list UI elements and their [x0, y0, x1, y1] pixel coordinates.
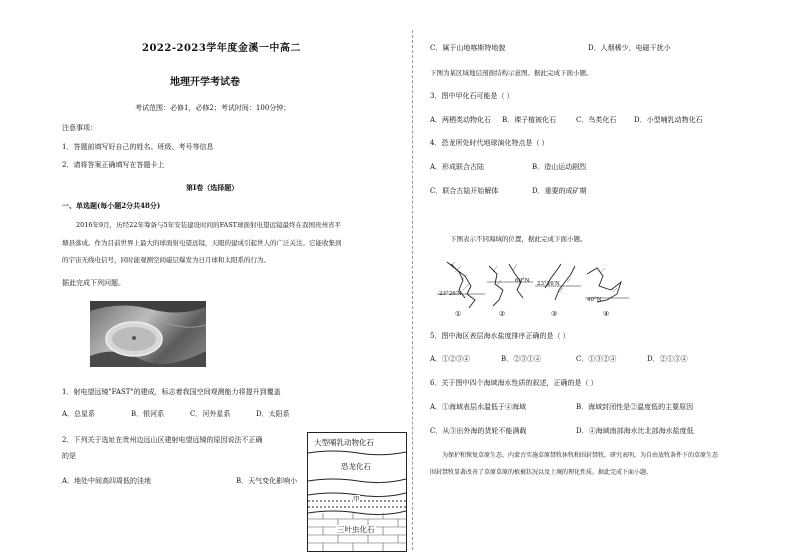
map-marker-3: ③: [551, 310, 558, 318]
strata-top-label: 大型哺乳动物化石: [314, 438, 374, 447]
strata-mid-label: 恐龙化石: [341, 462, 371, 471]
q4-option-d[interactable]: D．重要的成矿期: [532, 187, 587, 195]
note-1: 1．答题前填写好自己的姓名、班级、考号等信息: [62, 143, 214, 151]
map-lat-label-2: 60°N: [515, 278, 530, 284]
q6-option-d[interactable]: D．④海域南部海水比北部海水盐度低: [576, 427, 694, 435]
strata-diagram: [307, 432, 407, 552]
q3-stem: 3．图中甲化石可能是（ ）: [430, 92, 514, 100]
map-prompt: 下图表示不同海域的位置，据此完成下面小题。: [450, 235, 587, 243]
map-marker-4: ④: [603, 310, 610, 318]
q6-option-a[interactable]: A．①海域表层水温低于④海域: [430, 403, 527, 411]
q2-option-c[interactable]: C．属于山地喀斯特地貌: [430, 44, 506, 52]
q6-stem: 6．关于图中四个海域海水性质的叙述，正确的是（ ）: [430, 379, 598, 387]
q4-option-c[interactable]: C．联合古陆开始解体: [430, 187, 499, 195]
exam-title: 2022-2023学年度金溪一中高二: [142, 43, 301, 54]
q3-option-b[interactable]: B．裸子植被化石: [502, 116, 557, 124]
q5-stem: 5．图中海区表层海水盐度排序正确的是（ ）: [430, 332, 570, 340]
q5-option-a[interactable]: A．①②③④: [430, 355, 471, 363]
q1-option-c[interactable]: C．河外星系: [190, 410, 231, 418]
q5-option-c[interactable]: C．①③②④: [576, 355, 617, 363]
passage1-prompt: 据此完成下列问题。: [62, 279, 125, 287]
map-marker-2: ②: [499, 310, 506, 318]
passage-end-line1: 为保护和恢复草原生态，内蒙古实施草原禁牧休牧和围封禁牧，研究表明，为自由放牧条件下的草原生态: [442, 452, 719, 459]
map-lat-label-4: 40°N: [587, 297, 602, 303]
column-divider: [412, 30, 414, 550]
strata-bottom-label: 三叶虫化石: [337, 525, 375, 534]
volume-title: 第I卷（选择题）: [186, 183, 239, 192]
sea-areas-map: [437, 260, 629, 322]
map-lat-label-1: 23°26′N: [439, 291, 462, 297]
passage1-line1: 2016年9月，历经22年筹备与5年安装建设时间的FAST球面射电望远镜最终在我国贵州省平: [76, 221, 342, 229]
q5-option-d[interactable]: D．②①③④: [647, 355, 688, 363]
q2-stem-cont: 的是: [62, 452, 76, 460]
note-2: 2．请将答案正确填写在答题卡上: [62, 161, 165, 169]
q2-option-b[interactable]: B．天气变化影响小: [236, 477, 298, 485]
part-title: 一、单选题(每小题2分共48分): [62, 201, 161, 210]
q3-option-a[interactable]: A．两栖类动物化石: [430, 116, 492, 124]
passage1-line2: 塘县落成。作为目前世界上最大的球面射电望远镜，天眼的建成引起世人的广泛关注。它能收集到: [62, 239, 342, 247]
q3-option-d[interactable]: D．小型哺乳动物化石: [634, 116, 703, 124]
q4-stem: 4．恐龙所处时代地球演化特点是（ ）: [430, 139, 549, 147]
q2-option-d[interactable]: D．人烟稀少，电磁干扰小: [588, 44, 671, 52]
q2-option-a[interactable]: A．地处中间高四周低的洼地: [62, 477, 152, 485]
passage1-line3: 的宇宙无线电信号，同时能观测空间磁层爆发为日月球和太阳系的行为。: [62, 256, 270, 264]
q6-option-c[interactable]: C．从③出外海的货轮不能满载: [430, 427, 527, 435]
strata-jia-label: 甲: [353, 495, 360, 503]
q2-stem: 2．下列关于选址在贵州边远山区建射电望远镜的原因说法不正确: [62, 436, 263, 444]
fast-telescope-photo: [90, 301, 206, 367]
q5-option-b[interactable]: B．②③①④: [501, 355, 542, 363]
q1-option-d[interactable]: D．太阳系: [256, 410, 290, 418]
q3-option-c[interactable]: C．鸟类化石: [576, 116, 617, 124]
strata-prompt: 下图为某区域地层剖面结构示意图。据此完成下面小题。: [430, 69, 593, 77]
exam-info: 考试范围：必修1，必修2；考试时间：100分钟；: [135, 104, 291, 112]
map-marker-1: ①: [455, 310, 462, 318]
passage-end-line2: 围封禁牧显著改善了草原草原的植被状况以及土壤的理化性质。据此完成下面小题。: [430, 469, 653, 476]
q4-option-a[interactable]: A．形成联合古陆: [430, 163, 485, 171]
q1-stem: 1．射电望远镜"FAST"的建成，标志着我国空间观测能力将提升到覆盖: [62, 388, 281, 396]
map-lat-label-3: 23°26′N: [537, 281, 560, 287]
q6-option-b[interactable]: B．海域封闭性是②温度低的主要原因: [576, 403, 694, 411]
notes-label: 注意事项：: [62, 124, 97, 132]
q4-option-b[interactable]: B．造山运动剧烈: [532, 163, 587, 171]
q1-option-a[interactable]: A．总星系: [62, 410, 96, 418]
exam-subtitle: 地理开学考试卷: [170, 77, 240, 88]
q1-option-b[interactable]: B．银河系: [131, 410, 165, 418]
